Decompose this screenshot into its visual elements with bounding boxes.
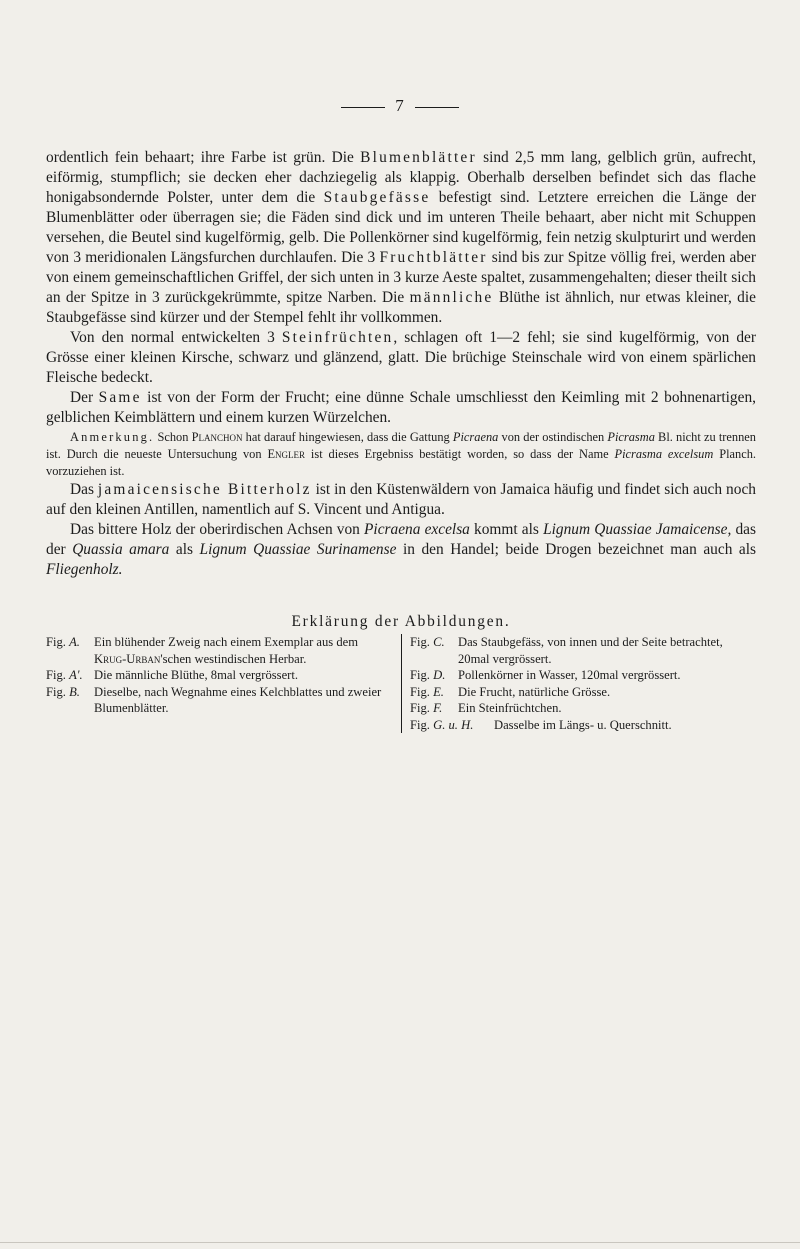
legend-column-right <box>401 634 756 733</box>
legend-fig-text: Die männliche Blüthe, 8mal vergrössert. <box>94 668 299 682</box>
text-run: das der <box>46 521 756 558</box>
term-fliegenholz: Fliegenholz. <box>46 561 123 578</box>
paragraph-seed <box>46 388 756 428</box>
legend-fig-text: Dasselbe im Längs- u. Querschnitt. <box>494 717 672 732</box>
term-maennliche: männliche <box>409 289 494 306</box>
page-number-dash-left <box>341 107 385 108</box>
page-number <box>0 96 800 116</box>
page-number-dash-right <box>415 107 459 108</box>
paragraph-fruits <box>46 328 756 388</box>
text-run: befestigt sind. Letztere erreichen die Länge der Blumenblätter oder überragen sie; die Fäden sind dick und im unteren Theile behaart, aber nicht mit Schuppen versehen, die Beutel sind kugelförmig, gelb. Die Pollenkörner sind kugelförmig, fein netzig skulpturirt und werden von 3 meridionalen Längsfurchen durchlaufen. Die 3 <box>46 189 756 266</box>
drug-lignum-quassiae-surinamense: Lignum Quassiae Surinamense <box>199 541 397 558</box>
text-run: Bl. nicht zu trennen ist. Durch die neueste Untersuchung von <box>46 430 757 461</box>
text-run: Blüthe ist ähnlich, nur etwas kleiner, die Staubgefässe sind kürzer und der Stempel fehlt ihr vollkommen. <box>46 289 756 326</box>
legend-entry-a-prime <box>46 667 393 684</box>
text-run: ist in den Küstenwäldern von Jamaica häufig und findet sich auch noch auf den kleinen Antillen, namentlich auf S. Vincent und Antigua. <box>46 481 756 518</box>
text-run: hat darauf hingewiesen, dass die Gattung <box>242 430 453 444</box>
legend-entry-a <box>46 634 393 667</box>
figure-legend <box>46 634 756 733</box>
note-label: Anmerkung. <box>70 430 155 444</box>
text-run: ist dieses Ergebniss bestätigt worden, so dass der Name <box>305 447 615 461</box>
author-engler: Engler <box>267 447 306 461</box>
legend-fig-text: Das Staubgefäss, von innen und der Seite betrachtet, 20mal vergrössert. <box>458 635 723 666</box>
page-number-text: 7 <box>395 96 405 115</box>
legend-fig-label: Fig. A'. <box>46 668 83 682</box>
paragraph-flower-description <box>46 148 756 328</box>
footnote-anmerkung <box>46 429 756 480</box>
text-run: ordentlich fein behaart; ihre Farbe ist grün. Die <box>46 149 361 166</box>
legend-title: Erklärung der Abbildungen. <box>291 613 511 630</box>
text-run: von der ostindischen <box>498 430 608 444</box>
legend-entry-b <box>46 684 393 717</box>
text-run: ist von der Form der Frucht; eine dünne Schale umschliesst den Keimling mit 2 bohnenartigen, gelblichen Keimblättern und einem kurzen Würzelchen. <box>46 389 757 426</box>
legend-fig-text: Ein Steinfrüchtchen. <box>458 701 562 715</box>
legend-fig-label: Fig. A. <box>46 635 80 649</box>
term-jamaicensisches-bitterholz: jamaicensische Bitterholz <box>97 481 312 498</box>
legend-entry-c <box>410 634 756 667</box>
legend-fig-text: Die Frucht, natürliche Grösse. <box>458 684 611 699</box>
legend-fig-label: Fig. B. <box>46 684 80 699</box>
term-same: Same <box>98 389 142 406</box>
author-planchon: Planchon <box>191 430 243 444</box>
text-run: kommt als <box>469 521 544 538</box>
text-run: als <box>169 541 200 558</box>
legend-fig-label: Fig. F. <box>410 701 443 715</box>
text-run: Von den normal entwickelten 3 <box>70 329 282 346</box>
genus-picraena: Picraena <box>452 430 499 444</box>
text-run: Der <box>70 389 99 406</box>
legend-entry-g-h <box>410 717 756 734</box>
text-run: Das <box>70 481 98 498</box>
legend-fig-label: Fig. G. u. H. <box>410 717 474 732</box>
drug-lignum-quassiae-jamaicense: Lignum Quassiae Jamaicense, <box>543 521 732 538</box>
species-picraena-excelsa: Picraena excelsa <box>364 521 470 538</box>
legend-fig-label: Fig. C. <box>410 635 445 649</box>
term-steinfruechte: Steinfrüchten <box>281 329 394 346</box>
text-run: , schlagen oft 1—2 fehl; sie sind kugelförmig, von der Grösse einer kleinen Kirsche, schwarz und glänzend, glatt. Die brüchige Steinschale wird von einem spärlichen Fleische bedeckt. <box>46 329 756 386</box>
term-staubgefaesse: Staubgefässe <box>323 189 431 206</box>
text-run: Planch. vorzuziehen ist. <box>46 447 757 478</box>
text-run: sind 2,5 mm lang, gelblich grün, aufrecht, eiförmig, stumpflich; sie decken eher dachziegelig als klappig. Oberhalb derselben befindet sich das flache honigabsondernde Polster, unter dem die <box>46 149 756 206</box>
legend-fig-text: Dieselbe, nach Wegnahme eines Kelchblattes und zweier Blumenblätter. <box>94 684 382 715</box>
legend-column-left <box>46 634 401 733</box>
paragraph-distribution <box>46 480 756 520</box>
legend-entry-f <box>410 700 756 717</box>
term-fruchtblaetter: Fruchtblätter <box>379 249 488 266</box>
species-picrasma-excelsum: Picrasma excelsum <box>614 447 714 461</box>
text-run: sind bis zur Spitze völlig frei, werden aber von einem gemeinschaftlichen Griffel, der sich unten in 3 kurze Aeste spaltet, zusammengehalten; dieser theilt sich an der Spitze in 3 zurückgekrümmte, spitze Narben. Die <box>46 249 756 306</box>
legend-fig-text: Ein blühender Zweig nach einem Exemplar aus dem Krug-Urban'schen westindischen Herbar. <box>94 635 359 666</box>
body-text <box>46 148 756 733</box>
term-blumenblaetter: Blumenblätter <box>360 149 477 166</box>
legend-fig-text: Pollenkörner in Wasser, 120mal vergrössert. <box>458 668 681 682</box>
legend-fig-label: Fig. E. <box>410 684 444 699</box>
legend-entry-e <box>410 684 756 701</box>
text-run: in den Handel; beide Drogen bezeichnet man auch als <box>396 541 757 558</box>
genus-picrasma: Picrasma <box>607 430 655 444</box>
legend-entry-d <box>410 667 756 684</box>
page-bottom-edge <box>0 1242 800 1243</box>
legend-fig-label: Fig. D. <box>410 668 446 682</box>
species-quassia-amara: Quassia amara <box>72 541 170 558</box>
paragraph-drug-use <box>46 520 756 580</box>
text-run: Schon <box>154 430 192 444</box>
text-run: Das bittere Holz der oberirdischen Achsen von <box>70 521 365 538</box>
